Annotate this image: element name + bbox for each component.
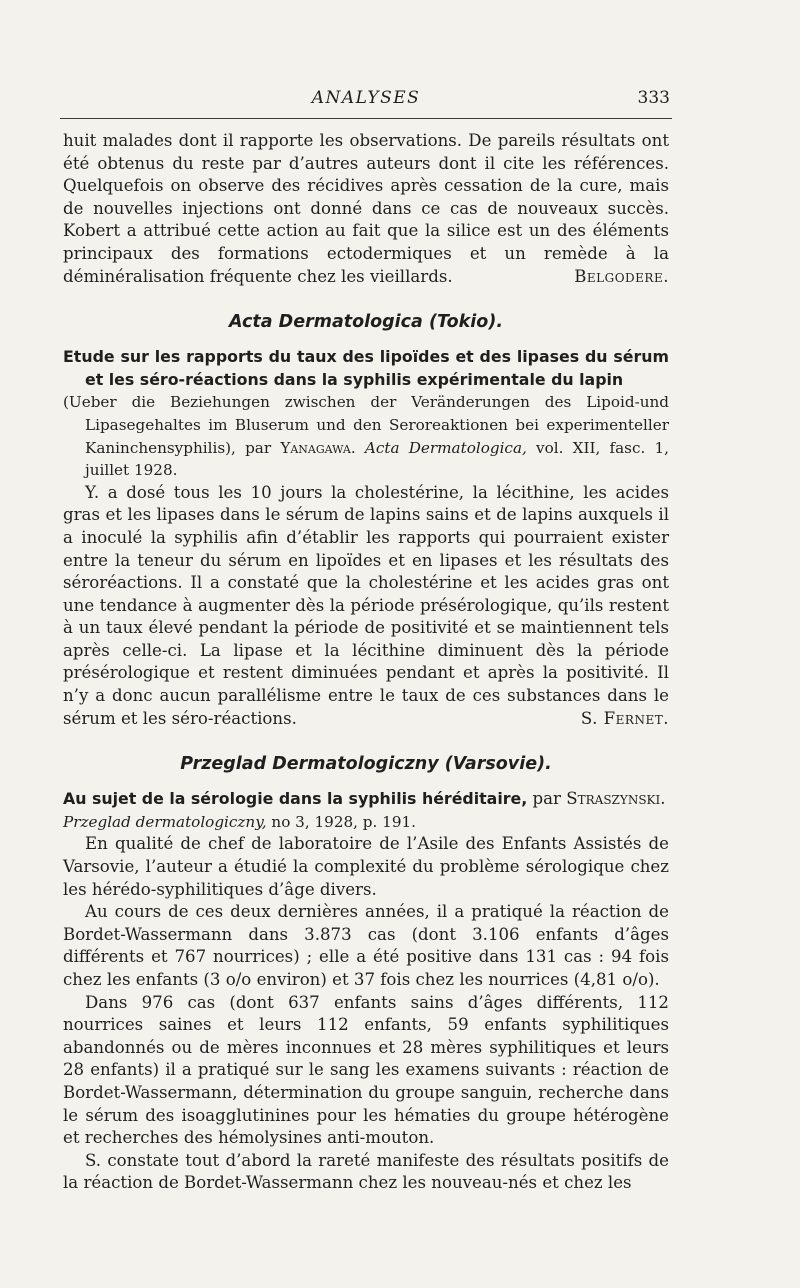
article-title-bold: Etude sur les rapports du taux des lipoïdes et des lipases du sérum et les séro-réactions dans la syphilis expérimentale du lapin	[63, 347, 669, 389]
review-paragraph: Dans 976 cas (dont 637 enfants sains d’âges différents, 112 nourrices saines et leurs 112 enfants, 59 enfants syphilitiques abandonnés ou de mères inconnues et 28 mères syphilitiques et leurs 28 enfants) il a pratiqué sur le sang les examens suivants : réaction de Bordet-Wassermann, détermination du groupe sanguin, recherche dans le sérum des isoagglutinines pour les hématies du groupe hétérogène et recherches des hémolysines anti-mouton.	[63, 992, 669, 1148]
article-author: Straszynski.	[566, 789, 666, 809]
running-head	[60, 88, 672, 114]
article-title	[63, 346, 669, 482]
article-title	[63, 788, 669, 833]
reviewer-signature: S. Fernet.	[580, 708, 669, 728]
running-title: ANALYSES	[311, 88, 421, 108]
page-number: 333	[637, 88, 670, 108]
paragraph-text: huit malades dont il rapporte les observations. De pareils résultats ont été obtenus du reste par d’autres auteurs dont il cite les références. Quelquefois on observe des récidives après cessation de la cure, mais de nouvelles injections ont donné dans ce cas de nouveaux succès. Kobert a attribué cette action au fait que la silice est un des éléments principaux des formations ectodermiques et un remède à la déminéralisation fréquente chez les vieillards.	[63, 131, 669, 286]
header-rule	[60, 118, 672, 119]
reviewer-signature: Belgodere.	[574, 266, 669, 286]
article-title-german: (Ueber die Beziehungen zwischen der Veränderungen des Lipoid-und Lipasegehaltes im Bluserum und den Seroreaktionen bei experimenteller Kaninchensyphilis), par	[63, 393, 669, 457]
paragraph-text: Y. a dosé tous les 10 jours la cholestérine, la lécithine, les acides gras et les lipases dans le sérum de lapins sains et de lapins auxquels il a inoculé la syphilis afin d’établir les rapports qui pourraient exister entre la teneur du sérum en lipoïdes et en lipases et les résultats des séroréactions. Il a constaté que la cholestérine et les acides gras ont une tendance à augmenter dès la période présérologique, qu’ils restent à un taux élevé pendant la période de positivité et se maintiennent tels après celle-ci. La lipase et la lécithine diminuent dès la période présérologique et restent diminuées pendant et après la positivité. Il n’y a donc aucun parallélisme entre le taux de ces substances dans le sérum et les séro-réactions.	[63, 482, 669, 728]
journal-heading: Przeglad Dermatologiczny (Varsovie).	[180, 754, 552, 775]
article-title-par: par	[527, 789, 567, 809]
review-paragraph: S. constate tout d’abord la rareté manifeste des résultats positifs de la réaction de Bordet-Wassermann chez les nouveau-nés et chez les	[63, 1150, 669, 1193]
journal-heading: Acta Dermatologica (Tokio).	[229, 312, 503, 333]
article-source-journal: Przeglad dermatologiczny,	[63, 812, 267, 831]
article-source-details: no 3, 1928, p. 191.	[266, 812, 416, 831]
review-paragraph: En qualité de chef de laboratoire de l’Asile des Enfants Assistés de Varsovie, l’auteur a étudié la complexité du problème sérologique chez les hérédo-syphilitiques d’âge divers.	[63, 834, 669, 899]
article-source-details: vol. XII, fasc. 1, juillet 1928.	[85, 438, 669, 480]
article-title-bold: Au sujet de la sérologie dans la syphilis héréditaire,	[63, 789, 528, 809]
page-body	[63, 130, 669, 1195]
review-paragraph	[63, 482, 669, 731]
review-paragraph	[63, 130, 669, 288]
article-author: Yanagawa.	[280, 438, 356, 457]
article-source-journal: Acta Dermatologica,	[355, 438, 527, 457]
review-paragraph: Au cours de ces deux dernières années, il a pratiqué la réaction de Bordet-Wassermann dans 3.873 cas (dont 3.106 enfants d’âges différents et 767 nourrices) ; elle a été positive dans 131 cas : 94 fois chez les enfants (3 o/o environ) et 37 fois chez les nourrices (4,81 o/o).	[63, 902, 669, 989]
